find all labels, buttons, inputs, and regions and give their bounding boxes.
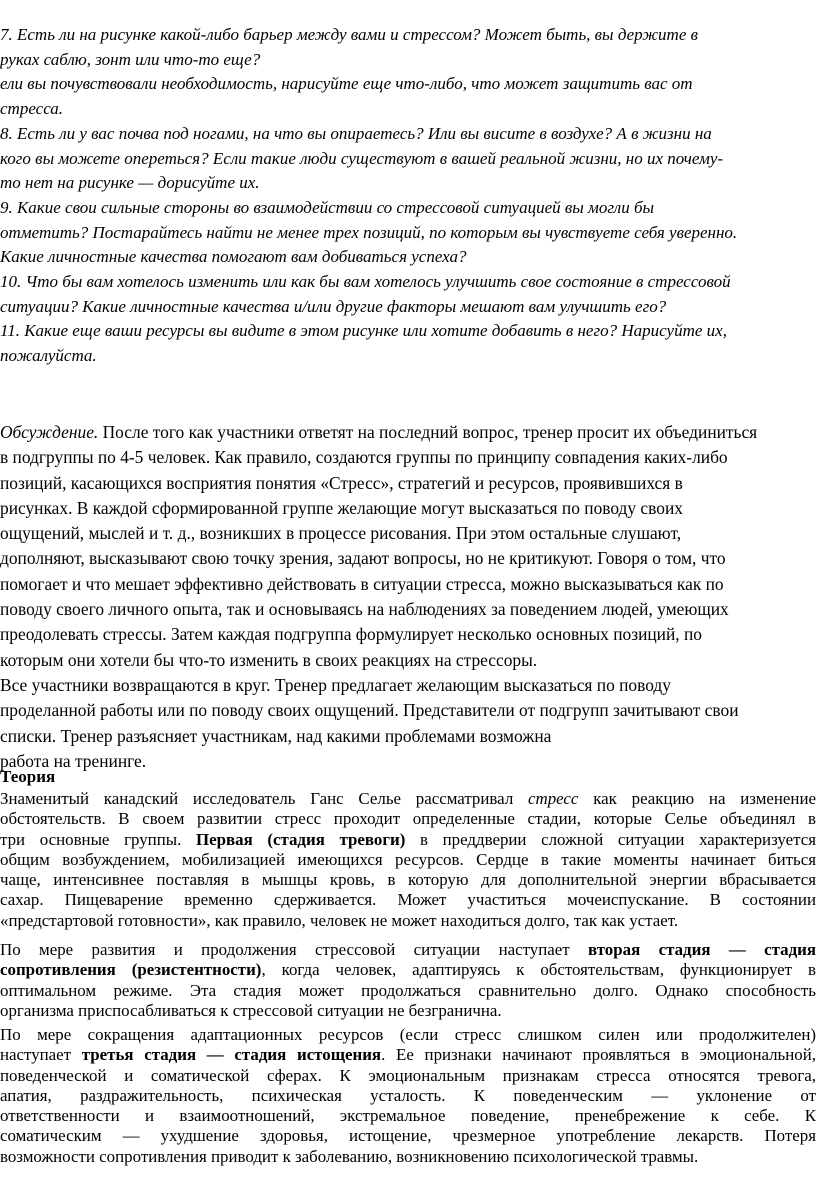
text-line: ели вы почувствовали необходимость, нарисуйте еще что-либо, что может защитить вас от xyxy=(0,74,693,93)
text-run: , когда человек, адаптируясь к обстоятельствам, функционирует в xyxy=(261,960,816,980)
text-line xyxy=(0,420,816,445)
text-line: то нет на рисунке — дорисуйте их. xyxy=(0,173,260,192)
stage-term: третья стадия — стадия истощения xyxy=(81,1045,382,1065)
text-line: 9. Какие свои сильные стороны во взаимодействии со стрессовой ситуацией вы могли бы xyxy=(0,198,655,217)
stress-term: стресс xyxy=(528,789,579,808)
text-line: Какие личностные качества помогают вам добиваться успеха? xyxy=(0,247,467,266)
theory-paragraph-1 xyxy=(0,789,816,931)
text-line xyxy=(0,1045,816,1065)
text-line: стресса. xyxy=(0,98,64,118)
text-line xyxy=(0,960,816,980)
text-line: сахар. Пищеварение временно сдерживается. Может участиться мочеиспускание. В состоянии xyxy=(0,890,816,910)
text-line: 10. Что бы вам хотелось изменить или как бы вам хотелось улучшить свое состояние в стрессовой xyxy=(0,272,731,291)
text-line: обстоятельств. В своем развитии стресс проходит определенные стадии, которые Селье объединял в xyxy=(0,809,816,829)
stage-term: сопротивления (резистентности) xyxy=(0,960,262,980)
text-line: отметить? Постарайтесь найти не менее трех позиций, по которым вы чувствуете себя уверенно. xyxy=(0,222,738,242)
text-line: чаще, интенсивнее поставляя в мышцы кровь, в которую для дополнительной энергии вбрасывается xyxy=(0,870,816,890)
text-line: 7. Есть ли на рисунке какой-либо барьер между вами и стрессом? Может быть, вы держите в xyxy=(0,25,699,44)
text-line xyxy=(0,789,816,809)
text-line: кого вы можете опереться? Если такие люди существуют в вашей реальной жизни, но их почему- xyxy=(0,148,724,168)
text-line: 11. Какие еще ваши ресурсы вы видите в этом рисунке или хотите добавить в него? Нарисуйте их, xyxy=(0,321,727,340)
text-run: После того как участники ответят на последний вопрос, тренер просит их объединиться xyxy=(98,422,758,442)
discussion-label: Обсуждение. xyxy=(0,422,99,442)
question-10 xyxy=(0,270,816,319)
text-run: три основные группы. xyxy=(0,829,196,849)
question-11 xyxy=(0,319,816,368)
text-run: наступает xyxy=(0,1045,82,1065)
text-run: . Ее признаки начинают проявляться в эмоциональной, xyxy=(381,1045,816,1065)
text-line: общим возбуждением, мобилизацией имеющихся ресурсов. Сердце в такие моменты начинает биться xyxy=(0,849,816,869)
text-line: которым они хотели бы что-то изменить в своих реакциях на стрессоры. xyxy=(0,649,538,670)
text-run: в преддверии сложной ситуации характеризуется xyxy=(405,829,816,849)
question-9 xyxy=(0,196,816,270)
text-line: ответственности и взаимоотношений, экстремальное поведение, пренебрежение к себе. К xyxy=(0,1106,816,1126)
text-line xyxy=(0,940,816,960)
stage-term: вторая стадия — стадия xyxy=(588,940,816,959)
text-run: как реакцию на изменение xyxy=(578,789,816,808)
text-line: списки. Тренер разъясняет участникам, над какими проблемами возможна xyxy=(0,725,552,746)
text-line xyxy=(0,830,816,850)
text-line: пожалуйста. xyxy=(0,345,97,365)
text-line: работа на тренинге. xyxy=(0,750,147,771)
text-line: 8. Есть ли у вас почва под ногами, на что вы опираетесь? Или вы висите в воздухе? А в жизни на xyxy=(0,124,712,143)
text-line: преодолевать стрессы. Затем каждая подгруппа формулирует несколько основных позиций, по xyxy=(0,624,702,645)
text-line: помогает и что мешает эффективно действовать в ситуации стресса, можно высказываться как по xyxy=(0,573,724,594)
text-line: соматическим — ухудшение здоровья, истощение, чрезмерное употребление лекарств. Потеря xyxy=(0,1126,816,1146)
discussion-section xyxy=(0,420,816,774)
text-line: проделанной работы или по поводу своих ощущений. Представители от подгрупп зачитывают свои xyxy=(0,700,739,721)
text-run: По мере развития и продолжения стрессовой ситуации наступает xyxy=(0,940,589,959)
text-line: поведенческой и соматической сферах. К эмоциональным признакам стресса относятся тревога, xyxy=(0,1065,816,1085)
theory-paragraph-2 xyxy=(0,940,816,1021)
question-8 xyxy=(0,122,816,196)
question-7 xyxy=(0,23,816,121)
text-line: руках саблю, зонт или что-то еще? xyxy=(0,49,261,69)
text-line: По мере сокращения адаптационных ресурсов (если стресс слишком силен или продолжителен) xyxy=(0,1025,816,1044)
section-heading: Теория xyxy=(0,767,56,786)
text-line: Все участники возвращаются в круг. Тренер предлагает желающим высказаться по поводу xyxy=(0,674,671,695)
text-line: апатия, раздражительность, психическая усталость. К поведенческим — уклонение от xyxy=(0,1085,816,1105)
text-line: поводу своего личного опыта, так и основываясь на наблюдениях за поведением людей, умеющих xyxy=(0,599,729,620)
stage-term: Первая (стадия тревоги) xyxy=(195,829,406,849)
text-line: «предстартовой готовности», как правило, человек не может находиться долго, так как устает. xyxy=(0,910,679,930)
text-line: рисунках. В каждой сформированной группе желающие могут высказаться по поводу своих xyxy=(0,497,683,518)
text-line: ситуации? Какие личностные качества и/или другие факторы мешают вам улучшить его? xyxy=(0,296,667,316)
text-line: оптимальном режиме. Эта стадия может продолжаться сравнительно долго. Однако способность xyxy=(0,980,816,1000)
text-line: позиций, касающихся восприятия понятия «Стресс», стратегий и ресурсов, проявившихся в xyxy=(0,472,683,493)
text-run: Знаменитый канадский исследователь Ганс Селье рассматривал xyxy=(0,789,529,808)
text-line: возможности сопротивления приводит к заболеванию, возникновению психологической травмы. xyxy=(0,1146,699,1166)
text-line: ощущений, мыслей и т. д., возникших в процессе рисования. При этом остальные слушают, xyxy=(0,523,682,544)
theory-paragraph-3 xyxy=(0,1025,816,1167)
text-line: организма приспосабливаться к стрессовой ситуации не безгранична. xyxy=(0,1000,502,1020)
text-line: дополняют, высказывают свою точку зрения, задают вопросы, но не критикуют. Говоря о том, что xyxy=(0,548,726,569)
text-line: в подгруппы по 4-5 человек. Как правило, создаются группы по принципу совпадения каких-либо xyxy=(0,447,728,468)
